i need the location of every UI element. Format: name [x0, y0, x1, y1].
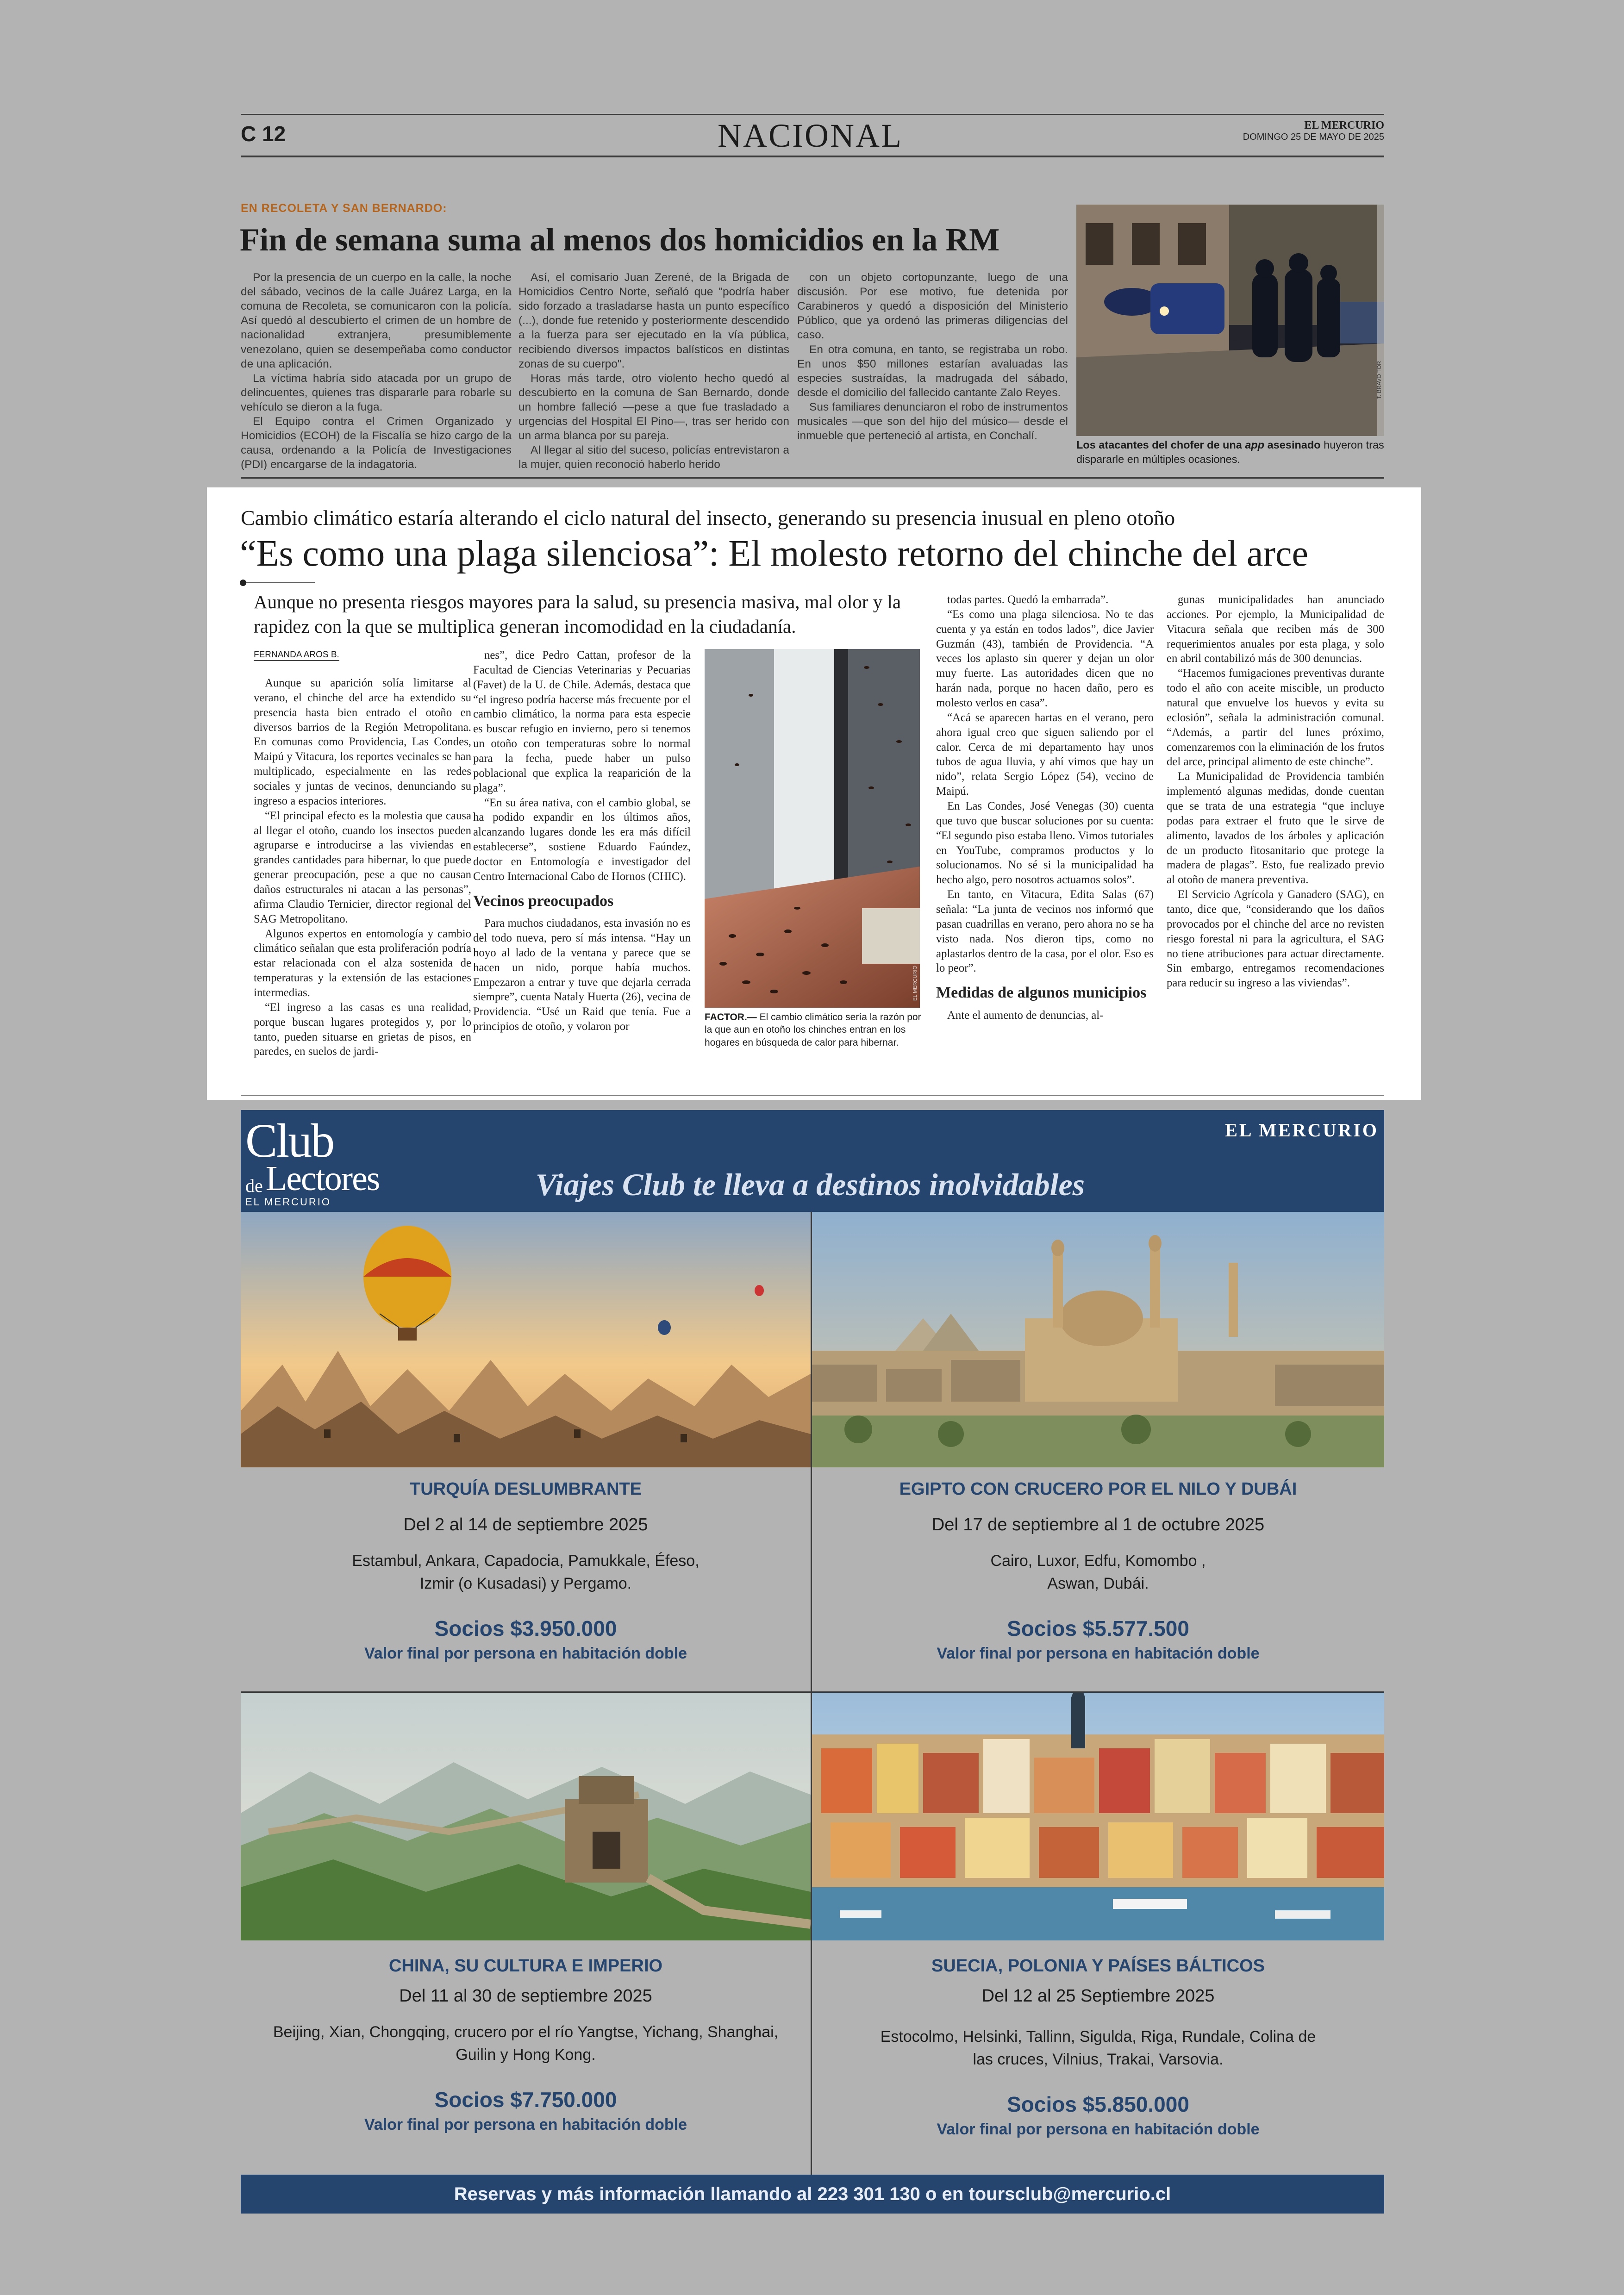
chinche-photo — [705, 649, 920, 1008]
ad-horizontal-divider — [241, 1691, 1384, 1693]
cities-line: Beijing, Xian, Chongqing, crucero por el río Yangtse, Yichang, Shanghai, — [273, 2023, 779, 2041]
header-rule-bottom — [241, 156, 1384, 157]
paragraph: Al llegar al sitio del suceso, policías entrevistaron a la mujer, quien reconoció haberlo herido — [518, 444, 789, 471]
paragraph: “Hacemos fumigaciones preventivas durante todo el año con aceite miscible, un producto natural que envuelve los huevos y evita su eclosión”, señala la administración comunal. “Además, a partir del lunes próximo, comenzaremos con la eliminación de los frutos del arce, principal alimento de este chinche”. — [1167, 667, 1384, 768]
paragraph: con un objeto cortopunzante, luego de una discusión. Por ese motivo, fue detenida por Carabineros y quedó a disposición del Ministerio Público, que ya ordenó las primeras diligencias del caso. — [797, 271, 1068, 342]
trip-price: Socios $5.577.500 — [1007, 1616, 1189, 1640]
section-title: NACIONAL — [718, 117, 903, 154]
trip-title: TURQUÍA DESLUMBRANTE — [409, 1479, 642, 1499]
sweden-photo — [812, 1693, 1384, 1940]
trip-dates: Del 2 al 14 de septiembre 2025 — [403, 1515, 648, 1534]
paragraph: Aunque su aparición solía limitarse al verano, el chinche del arce ha extendido su presencia hasta bien entrado el otoño en diversos barrios de la Región Metropolitana. En comunas como Providencia, Las Condes, Maipú y Vitacura, los reportes vecinales se han multiplicado, especialmente en las redes sociales y juntas de vecinos, denunciando su ingreso a espacios interiores. — [254, 677, 471, 807]
feature-column-3 — [936, 592, 1154, 1023]
trip-cities — [812, 2026, 1384, 2071]
trip-dates: Del 12 al 25 Septiembre 2025 — [981, 1986, 1215, 2006]
caption-text: El cambio climático sería la razón por la que aun en otoño los chinches entran en los hogares en búsqueda de calor para hibernar. — [705, 1012, 921, 1048]
trip-dates: Del 11 al 30 de septiembre 2025 — [399, 1986, 652, 2006]
feature-column-4 — [1167, 592, 1384, 991]
caption-bold-2: asesinado — [1264, 439, 1321, 451]
club-de-lectores-logo — [245, 1114, 380, 1208]
paragraph: Horas más tarde, otro violento hecho quedó al descubierto en la comuna de San Bernardo, donde un hombre falleció —pese a que fue trasladado a urgencias del Hospital El Pino—, tras ser herido con un arma blanca por su pareja. — [518, 372, 789, 443]
cities-line: las cruces, Vilnius, Trakai, Varsovia. — [973, 2051, 1224, 2069]
paragraph: En tanto, en Vitacura, Edita Salas (67) señala: “La junta de vecinos nos informó que pasan cuadrillas en verano, pero ahora no se ha visto nada. Nos dieron tips, como no aplastarlos dentro de la casa, por el olor. Eso es lo peor”. — [936, 888, 1154, 975]
trip-card-egypt[interactable] — [812, 1479, 1384, 1663]
trip-price: Socios $7.750.000 — [434, 2087, 617, 2112]
trip-card-turkey[interactable] — [241, 1479, 811, 1663]
paragraph: En Las Condes, José Venegas (30) cuenta que tuvo que buscar soluciones por su cuenta: “El segundo piso estaba lleno. Vimos tutoriales en YouTube, compramos productos y lo solucionamos. No sé si la municipalidad ha hecho algo, pero nosotros actuamos solos”. — [936, 800, 1154, 886]
paragraph: El Equipo contra el Crimen Organizado y Homicidios (ECOH) de la Fiscalía se hizo cargo de la causa, ordenando a la Policía de Investigaciones (PDI) encargarse de la indagatoria. — [241, 415, 512, 471]
paragraph: Por la presencia de un cuerpo en la calle, la noche del sábado, vecinos de la calle Juárez Larga, en la comuna de Recoleta, se comunicaron con la policía. Así quedó al descubierto el crimen de un hombre de nacionalidad extranjera, presumiblemente venezolano, quien se desempeñaba como conductor de una aplicación. — [241, 271, 512, 370]
trip-card-china[interactable] — [241, 1956, 811, 2134]
egypt-photo — [812, 1212, 1384, 1467]
trip-price-note: Valor final por persona en habitación doble — [364, 1644, 687, 1662]
logo-club: Club — [245, 1114, 334, 1167]
trip-dates: Del 17 de septiembre al 1 de octubre 2025 — [931, 1515, 1265, 1534]
trip-price: Socios $5.850.000 — [1007, 2092, 1189, 2116]
subhead-medidas: Medidas de algunos municipios — [936, 984, 1147, 1002]
homicide-photo-credit: T. BRAVO TOR — [1376, 361, 1382, 399]
ad-contact-footer[interactable]: Reservas y más información llamando al 223 301 130 o en toursclub@mercurio.cl — [241, 2175, 1384, 2214]
feature-headline: “Es como una plaga silenciosa”: El molesto retorno del chinche del arce — [240, 533, 1309, 574]
headline-underline — [241, 582, 315, 583]
issue-date: DOMINGO 25 DE MAYO DE 2025 — [1243, 132, 1384, 142]
feature-column-2 — [473, 648, 691, 1034]
paragraph: Algunos expertos en entomología y cambio climático señalan que esta proliferación podría estar relacionada con el alza sostenida de temperaturas y la extensión de las estaciones intermedias. — [254, 927, 471, 999]
paragraph: El Servicio Agrícola y Ganadero (SAG), en tanto, dice que, “considerando que los daños provocados por el chinche del arce no revisten riesgo forestal ni para la agricultura, el SAG no tiene atribuciones para actuar directamente. Sin embargo, entregamos recomendaciones para reducir su ingreso a las viviendas”. — [1167, 888, 1384, 990]
cities-line: Guilin y Hong Kong. — [456, 2046, 596, 2064]
trip-cities — [241, 2021, 811, 2067]
paragraph: En otra comuna, en tanto, se registraba un robo. En unos $50 millones estarían avaluadas las especies sustraídas, la madrugada del sábado, desde el domicilio del fallecido cantante Zalo Reyes. — [797, 343, 1068, 399]
chinche-photo-caption — [705, 1011, 924, 1049]
trip-price: Socios $3.950.000 — [434, 1616, 617, 1640]
paragraph: Ante el aumento de denuncias, al- — [947, 1009, 1104, 1022]
caption-text: huyeron tras dispararle en múltiples ocasiones. — [1076, 439, 1384, 465]
homicide-column-3 — [797, 270, 1068, 443]
byline: FERNANDA AROS B. — [254, 650, 339, 661]
paragraph: todas partes. Quedó la embarrada”. — [947, 593, 1109, 606]
homicide-column-2 — [518, 270, 789, 472]
homicide-column-1 — [241, 270, 512, 472]
ad-vertical-divider — [811, 1212, 812, 2175]
logo-mercurio: EL MERCURIO — [245, 1196, 331, 1208]
paragraph: “El principal efecto es la molestia que causa al llegar el otoño, cuando los insectos pueden agruparse e introducirse a las viviendas en grandes cantidades para hibernar, lo que puede generar preocupación, pese a que no causan daños estructurales ni atacan a las personas”, afirma Claudio Ternicier, director regional del SAG Metropolitano. — [254, 809, 471, 925]
paragraph: Para muchos ciudadanos, esta invasión no es del todo nueva, pero sí más intensa. “Hay un hoyo al lado de la ventana y parece que se hacen un nido, porque había muchos. Empezaron a entrar y tuve que dejarla cerrada siempre”, cuenta Nataly Huerta (26), vecina de Providencia. “Usé un Raid que tenía. Fue a principios de otoño, y volaron por — [473, 917, 691, 1033]
paragraph: Así, el comisario Juan Zerené, de la Brigada de Homicidios Centro Norte, señaló que "podría haber sido forzado a trasladarse hasta un punto específico (...), donde fue retenido y posteriormente descendido a la fuerza para ser ejecutado en la vía pública, recibiendo diversos impactos balísticos en distintas zonas de su cuerpo". — [518, 271, 789, 370]
china-photo — [241, 1693, 811, 1940]
trip-cities — [812, 1550, 1384, 1596]
subhead-vecinos: Vecinos preocupados — [473, 892, 614, 910]
caption-italic: app — [1245, 439, 1265, 451]
caption-bold: Los atacantes del chofer de una — [1076, 439, 1245, 451]
paragraph: La víctima habría sido atacada por un grupo de delincuentes, quienes tras dispararle para robarle su vehículo se dieron a la fuga. — [241, 372, 512, 413]
ad-title: Viajes Club te lleva a destinos inolvidables — [535, 1167, 1085, 1202]
homicide-kicker: EN RECOLETA Y SAN BERNARDO: — [241, 202, 447, 215]
feature-lead: Aunque no presenta riesgos mayores para la salud, su presencia masiva, mal olor y la rapidez con la que se multiplica generan incomodidad en la ciudadanía. — [254, 591, 901, 637]
homicide-headline: Fin de semana suma al menos dos homicidios en la RM — [240, 222, 1000, 258]
homicide-photo-caption — [1076, 438, 1387, 466]
trip-price-note: Valor final por persona en habitación doble — [937, 2120, 1260, 2138]
paragraph: gunas municipalidades han anunciado acciones. Por ejemplo, la Municipalidad de Vitacura señala que reciben más de 300 requerimientos anuales por esta plaga, y solo en abril contabilizó más de 300 denuncias. — [1167, 593, 1384, 665]
cities-line: Aswan, Dubái. — [1047, 1575, 1149, 1593]
paragraph: La Municipalidad de Providencia también implementó algunas medidas, donde cuentan que se trata de una estrategia “que incluye podas para extraer el fruto que le sirve de alimento, lavados de los árboles y aplicación de un producto fitosanitario que protege la madera de plagas”. Esto, fue realizado previo al otoño de manera preventiva. — [1167, 770, 1384, 886]
paragraph: nes”, dice Pedro Cattan, profesor de la Facultad de Ciencias Veterinarias y Pecuarias (Favet) de la U. de Chile. Además, destaca que “el ingreso podría hacerse más frecuente por el cambio climático, la norma para esta especie es buscar refugio en invierno, pero si tenemos un otoño con temperaturas sobre lo normal para la fecha, puede haber un pulso poblacional que explica la reaparición de la plaga”. — [473, 649, 691, 794]
page-number: C 12 — [241, 122, 286, 146]
paragraph: “En su área nativa, con el cambio global, se ha podido expandir en los últimos años, alcanzando lugares donde les era más difícil establecerse”, sostiene Eduardo Faúndez, doctor en Entomología e investigador del Centro Internacional Cabo de Hornos (CHIC). — [473, 796, 691, 883]
feature-photo-credit: EL MERCURIO — [912, 966, 918, 1001]
trip-cities — [241, 1550, 811, 1596]
paragraph: “Acá se aparecen hartas en el verano, pero ahora igual creo que siguen saliendo por el calor. Cerca de mi departamento hay unos tubos de agua lluvia, y ahí vimos que hay un nido”, relata Sergio López (54), vecino de Maipú. — [936, 711, 1154, 798]
turkey-photo — [241, 1212, 811, 1467]
trip-title: SUECIA, POLONIA Y PAÍSES BÁLTICOS — [931, 1956, 1265, 1976]
section-divider — [241, 477, 1384, 479]
header-rule-top — [241, 114, 1384, 115]
paragraph: “Es como una plaga silenciosa. No te das cuenta y ya están en todos lados”, dice Javier Guzmán (43), también de Providencia. “A veces los aplasto sin querer y dejan un olor muy fuerte. Las autoridades dicen que no harán nada, porque no hacen daño, pero es molesto verlos en casa”. — [936, 608, 1154, 710]
trip-price-note: Valor final por persona en habitación doble — [937, 1644, 1260, 1662]
caption-label: FACTOR.— — [705, 1012, 757, 1023]
logo-lectores: Lectores — [265, 1159, 380, 1198]
cities-line: Izmir (o Kusadasi) y Pergamo. — [419, 1575, 632, 1593]
newspaper-masthead — [1243, 119, 1384, 143]
paragraph: Sus familiares denunciaron el robo de instrumentos musicales —que son del hijo del músico— desde el inmueble que perteneció al artista, en Conchalí. — [797, 400, 1068, 443]
ad-masthead: EL MERCURIO — [1225, 1120, 1379, 1141]
feature-column-1 — [254, 676, 471, 1059]
headline-bullet — [240, 580, 246, 586]
trip-title: EGIPTO CON CRUCERO POR EL NILO Y DUBÁI — [899, 1479, 1297, 1499]
homicide-photo — [1076, 205, 1384, 436]
cities-line: Estambul, Ankara, Capadocia, Pamukkale, Éfeso, — [352, 1552, 700, 1570]
paragraph: “El ingreso a las casas es una realidad, porque buscan lugares protegidos y, por lo tanto, pueden situarse en grietas de pisos, en paredes, en suelos de jardi- — [254, 1001, 471, 1058]
trip-price-note: Valor final por persona en habitación doble — [364, 2115, 687, 2133]
feature-bottom-rule — [241, 1095, 1384, 1096]
feature-kicker: Cambio climático estaría alterando el ciclo natural del insecto, generando su presencia inusual en pleno otoño — [241, 506, 1175, 530]
trip-title: CHINA, SU CULTURA E IMPERIO — [388, 1956, 663, 1976]
cities-line: Estocolmo, Helsinki, Tallinn, Sigulda, Riga, Rundale, Colina de — [880, 2028, 1316, 2046]
cities-line: Cairo, Luxor, Edfu, Komombo , — [990, 1552, 1206, 1570]
logo-de: de — [245, 1175, 263, 1196]
newspaper-name: EL MERCURIO — [1304, 119, 1384, 131]
trip-card-sweden[interactable] — [812, 1956, 1384, 2139]
